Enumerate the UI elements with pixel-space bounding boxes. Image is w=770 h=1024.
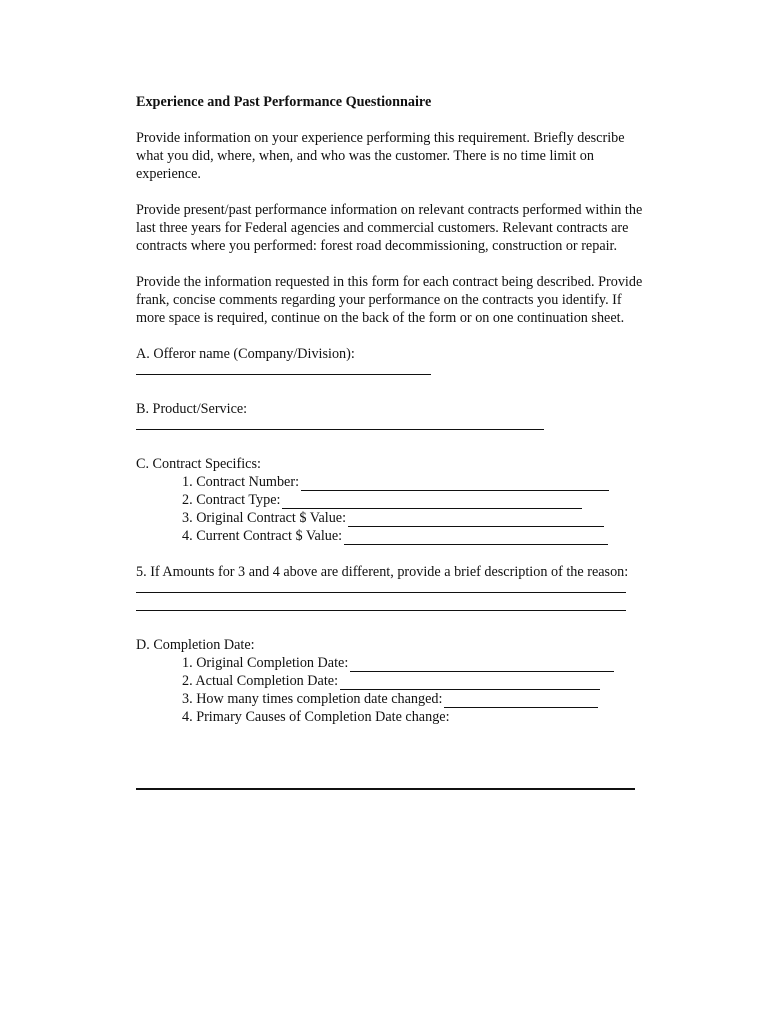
actual-completion-row xyxy=(182,672,646,690)
completion-date-label: D. Completion Date: xyxy=(136,637,255,653)
contract-number-field[interactable] xyxy=(301,476,609,491)
amount-difference-label: 5. If Amounts for 3 and 4 above are different, provide a brief description of the reason: xyxy=(136,564,629,580)
intro-paragraph-2: Provide present/past performance information on relevant contracts performed within the last three years for Federal agencies and commercial customers. Relevant contracts are contracts where you performed: forest road decommissioning, construction or repair. xyxy=(136,202,643,254)
actual-completion-label: 2. Actual Completion Date: xyxy=(182,673,339,689)
intro-paragraph-3: Provide the information requested in this form for each contract being described. Provide frank, concise comments regarding your performance on the contracts you identify. If more space is required, continue on the back of the form or on one continuation sheet. xyxy=(136,274,643,326)
original-value-label: 3. Original Contract $ Value: xyxy=(182,510,347,526)
current-value-field[interactable] xyxy=(344,530,608,545)
offeror-name-label: A. Offeror name (Company/Division): xyxy=(136,346,355,362)
completion-changes-label: 3. How many times completion date changed: xyxy=(182,691,443,707)
primary-causes-answer-line[interactable] xyxy=(136,788,635,790)
original-completion-row xyxy=(182,654,646,672)
primary-causes-row xyxy=(182,708,646,726)
contract-type-field[interactable] xyxy=(282,494,582,509)
current-value-label: 4. Current Contract $ Value: xyxy=(182,528,343,544)
contract-specifics-label: C. Contract Specifics: xyxy=(136,456,261,472)
contract-type-label: 2. Contract Type: xyxy=(182,492,281,508)
completion-changes-row xyxy=(182,690,646,708)
primary-causes-label: 4. Primary Causes of Completion Date change: xyxy=(182,709,450,725)
original-value-field[interactable] xyxy=(348,512,604,527)
current-value-row xyxy=(182,527,646,545)
actual-completion-field[interactable] xyxy=(340,675,600,690)
product-service-label: B. Product/Service: xyxy=(136,401,248,417)
questionnaire-page xyxy=(136,93,646,726)
completion-changes-field[interactable] xyxy=(444,693,598,708)
original-completion-field[interactable] xyxy=(350,657,614,672)
contract-type-row xyxy=(182,491,646,509)
original-completion-label: 1. Original Completion Date: xyxy=(182,655,349,671)
contract-number-label: 1. Contract Number: xyxy=(182,474,300,490)
contract-number-row xyxy=(182,473,646,491)
intro-paragraph-1: Provide information on your experience performing this requirement. Briefly describe what you did, where, when, and who was the customer. There is no time limit on experience. xyxy=(136,130,625,182)
form-title: Experience and Past Performance Questionnaire xyxy=(136,94,432,110)
original-value-row xyxy=(182,509,646,527)
